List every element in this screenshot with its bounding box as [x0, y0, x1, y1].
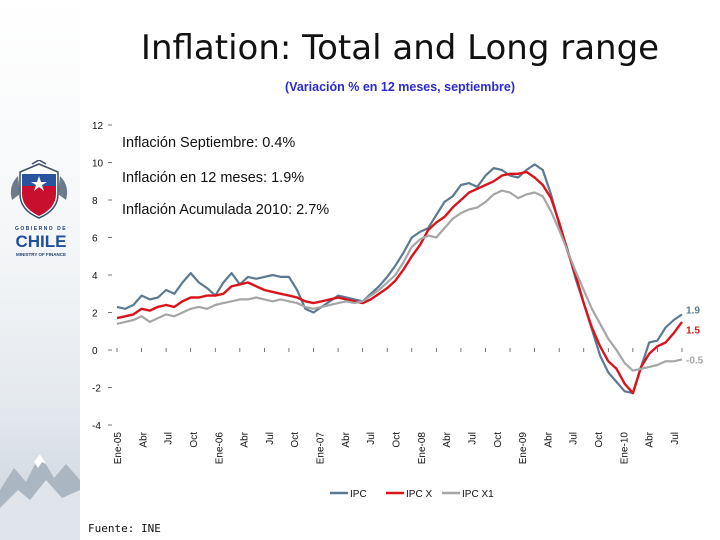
- legend-label-ipc-x: IPC X: [406, 489, 433, 500]
- x-tick-label: Abr: [442, 432, 454, 448]
- x-tick-label: Abr: [138, 432, 150, 448]
- x-tick-label: Jul: [163, 432, 175, 445]
- y-tick-label: 10: [92, 158, 104, 170]
- annotation-september: Inflación Septiembre: 0.4%: [122, 135, 296, 151]
- x-tick-label: Abr: [543, 432, 555, 448]
- x-tick-label: Jul: [264, 432, 276, 445]
- x-tick-label: Ene-09: [518, 432, 530, 465]
- y-tick-label: 12: [92, 121, 104, 132]
- x-tick-label: Ene-06: [214, 432, 226, 465]
- y-tick-label: 0: [92, 346, 98, 357]
- x-tick-label: Jul: [467, 432, 479, 445]
- y-tick-label: 2: [92, 308, 98, 320]
- y-tick-label: 8: [92, 196, 98, 207]
- gobierno-label: GOBIERNO DE: [14, 226, 68, 232]
- x-tick-label: Jul: [366, 432, 378, 445]
- annotation-12-months: Inflación en 12 meses: 1.9%: [122, 170, 305, 186]
- chart-subtitle: (Variación % en 12 meses, septiembre): [285, 80, 515, 94]
- legend-label-ipc-x1: IPC X1: [462, 489, 494, 500]
- x-tick-label: Abr: [239, 432, 251, 448]
- x-tick-label: Oct: [391, 432, 403, 448]
- x-tick-label: Oct: [188, 432, 200, 448]
- series-line-ipc: [117, 164, 682, 393]
- ministry-label: MINISTRY OF FINANCE: [15, 252, 66, 257]
- y-tick-label: 6: [92, 233, 98, 245]
- x-tick-label: Abr: [340, 432, 352, 448]
- page-title: Inflation: Total and Long range: [140, 28, 660, 68]
- x-tick-label: Oct: [594, 432, 606, 448]
- series-line-ipc-x: [117, 172, 682, 393]
- y-tick-label: -2: [92, 383, 101, 395]
- end-label-ipc-x1: -0.5: [686, 355, 704, 367]
- x-tick-label: Ene-05: [113, 432, 124, 465]
- x-tick-label: Ene-08: [416, 432, 428, 465]
- x-tick-label: Jul: [568, 432, 580, 445]
- y-tick-label: -4: [92, 421, 101, 432]
- end-label-ipc-x: 1.5: [686, 325, 700, 337]
- end-label-ipc: 1.9: [686, 305, 700, 317]
- annotation-accumulated: Inflación Acumulada 2010: 2.7%: [122, 202, 330, 218]
- chile-logo-text: CHILE: [15, 232, 67, 251]
- source-note: Fuente: INE: [88, 522, 161, 535]
- x-tick-label: Ene-10: [619, 432, 631, 465]
- y-tick-label: 4: [92, 271, 98, 282]
- legend-label-ipc: IPC: [350, 489, 367, 500]
- x-tick-label: Jul: [670, 432, 681, 445]
- x-tick-label: Oct: [492, 432, 504, 448]
- x-tick-label: Ene-07: [315, 432, 327, 465]
- x-tick-label: Abr: [644, 432, 656, 448]
- x-tick-label: Oct: [290, 432, 302, 448]
